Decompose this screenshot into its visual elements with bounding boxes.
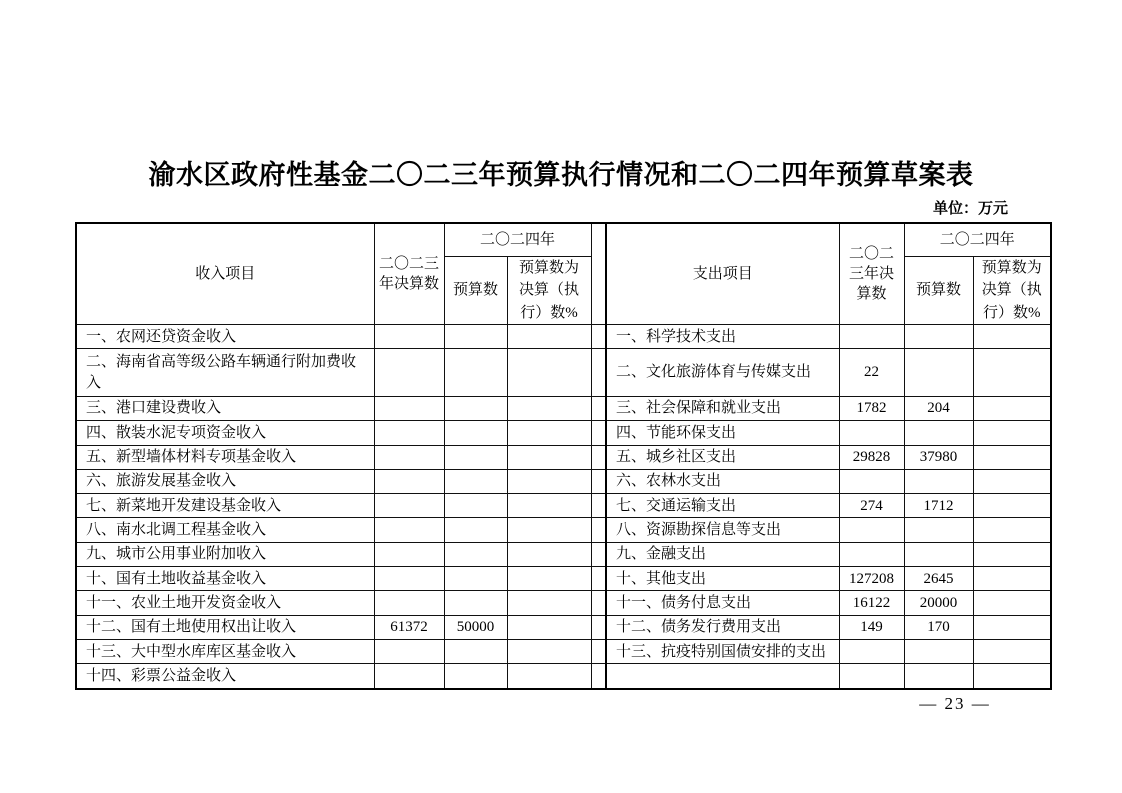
expenditure-final2023-cell [839, 664, 904, 689]
table-row [76, 615, 1051, 639]
income-ratio-cell [507, 615, 591, 639]
income-budget2024-cell [444, 445, 507, 469]
expenditure-ratio-cell [973, 615, 1051, 639]
table-row [76, 325, 1051, 349]
spacer-cell [591, 567, 606, 591]
expenditure-item-cell: 二、文化旅游体育与传媒支出 [606, 349, 839, 397]
expenditure-budget2024-cell: 170 [904, 615, 973, 639]
income-ratio-cell [507, 567, 591, 591]
expenditure-item-cell: 一、科学技术支出 [606, 325, 839, 349]
income-ratio-cell [507, 518, 591, 542]
expenditure-budget2024-cell [904, 640, 973, 664]
expenditure-item-cell: 七、交通运输支出 [606, 494, 839, 518]
expenditure-ratio-cell [973, 542, 1051, 566]
expenditure-final2023-cell: 149 [839, 615, 904, 639]
income-budget2024-cell [444, 518, 507, 542]
table-row [76, 445, 1051, 469]
expenditure-final2023-cell [839, 469, 904, 493]
table-row [76, 640, 1051, 664]
income-final2023-cell [374, 445, 444, 469]
table-body [76, 325, 1051, 690]
income-final2023-cell [374, 664, 444, 689]
expenditure-budget2024-cell [904, 664, 973, 689]
expenditure-final2023-cell [839, 640, 904, 664]
expenditure-ratio-cell [973, 325, 1051, 349]
income-final2023-cell [374, 396, 444, 420]
income-budget2024-cell [444, 640, 507, 664]
expenditure-item-cell: 六、农林水支出 [606, 469, 839, 493]
spacer-cell [591, 615, 606, 639]
table-row [76, 542, 1051, 566]
page-title: 渝水区政府性基金二〇二三年预算执行情况和二〇二四年预算草案表 [148, 160, 974, 190]
table-row [76, 396, 1051, 420]
spacer-cell [591, 640, 606, 664]
spacer-cell [591, 664, 606, 689]
income-budget2024-cell [444, 591, 507, 615]
expenditure-final2023-cell: 274 [839, 494, 904, 518]
income-final2023-cell [374, 494, 444, 518]
table-row [76, 518, 1051, 542]
spacer-cell [591, 396, 606, 420]
income-budget2024-cell [444, 542, 507, 566]
spacer-cell [591, 349, 606, 397]
expenditure-ratio-cell [973, 567, 1051, 591]
expenditure-item-cell: 九、金融支出 [606, 542, 839, 566]
income-budget2024-cell [444, 396, 507, 420]
spacer-cell [591, 542, 606, 566]
expenditure-budget-header: 预算数 [904, 256, 973, 325]
expenditure-ratio-cell [973, 664, 1051, 689]
expenditure-item-cell [606, 664, 839, 689]
page-number: — 23 — [919, 694, 991, 713]
expenditure-item-cell: 四、节能环保支出 [606, 421, 839, 445]
expenditure-final2023-cell [839, 325, 904, 349]
expenditure-final2023-cell: 16122 [839, 591, 904, 615]
income-item-cell: 十四、彩票公益金收入 [76, 664, 374, 689]
income-ratio-cell [507, 325, 591, 349]
expenditure-budget2024-cell [904, 542, 973, 566]
expenditure-ratio-header: 预算数为决算（执行）数% [973, 256, 1051, 325]
table-row [76, 567, 1051, 591]
expenditure-ratio-cell [973, 396, 1051, 420]
expenditure-item-cell: 十二、债务发行费用支出 [606, 615, 839, 639]
income-final2023-cell [374, 542, 444, 566]
table-row [76, 494, 1051, 518]
expenditure-item-cell: 十三、抗疫特别国债安排的支出 [606, 640, 839, 664]
income-ratio-cell [507, 542, 591, 566]
income-item-cell: 十一、农业土地开发资金收入 [76, 591, 374, 615]
income-item-cell: 四、散装水泥专项资金收入 [76, 421, 374, 445]
table-row [76, 664, 1051, 689]
expenditure-budget2024-cell [904, 469, 973, 493]
expenditure-budget2024-cell [904, 325, 973, 349]
income-item-cell: 七、新菜地开发建设基金收入 [76, 494, 374, 518]
expenditure-budget2024-cell: 1712 [904, 494, 973, 518]
income-item-cell: 五、新型墙体材料专项基金收入 [76, 445, 374, 469]
income-final2023-cell [374, 469, 444, 493]
expenditure-ratio-cell [973, 591, 1051, 615]
income-ratio-cell [507, 494, 591, 518]
expenditure-item-cell: 五、城乡社区支出 [606, 445, 839, 469]
income-ratio-cell [507, 640, 591, 664]
expenditure-ratio-cell [973, 640, 1051, 664]
income-item-header: 收入项目 [76, 223, 374, 325]
expenditure-ratio-cell [973, 469, 1051, 493]
income-item-cell: 六、旅游发展基金收入 [76, 469, 374, 493]
expenditure-ratio-cell [973, 494, 1051, 518]
income-final2023-header: 二〇二三年决算数 [374, 223, 444, 325]
income-ratio-header: 预算数为决算（执行）数% [507, 256, 591, 325]
expenditure-ratio-cell [973, 421, 1051, 445]
income-item-cell: 八、南水北调工程基金收入 [76, 518, 374, 542]
expenditure-budget2024-cell: 2645 [904, 567, 973, 591]
spacer-cell [591, 494, 606, 518]
income-final2023-cell [374, 349, 444, 397]
income-item-cell: 二、海南省高等级公路车辆通行附加费收入 [76, 349, 374, 397]
income-item-cell: 十二、国有土地使用权出让收入 [76, 615, 374, 639]
income-final2023-cell [374, 591, 444, 615]
expenditure-item-cell: 十一、债务付息支出 [606, 591, 839, 615]
income-budget2024-cell: 50000 [444, 615, 507, 639]
income-final2023-cell [374, 325, 444, 349]
income-ratio-cell [507, 396, 591, 420]
income-budget2024-cell [444, 567, 507, 591]
spacer-column [591, 223, 606, 325]
income-item-cell: 九、城市公用事业附加收入 [76, 542, 374, 566]
income-final2023-cell [374, 421, 444, 445]
expenditure-final2023-header: 二〇二三年决算数 [839, 223, 904, 325]
expenditure-budget2024-cell [904, 518, 973, 542]
table-row [76, 421, 1051, 445]
income-budget2024-cell [444, 325, 507, 349]
expenditure-ratio-cell [973, 349, 1051, 397]
income-final2023-cell: 61372 [374, 615, 444, 639]
unit-label: 单位：万元 [932, 201, 1008, 217]
expenditure-budget2024-cell [904, 349, 973, 397]
income-budget2024-cell [444, 349, 507, 397]
expenditure-final2023-cell: 127208 [839, 567, 904, 591]
income-ratio-cell [507, 591, 591, 615]
expenditure-budget2024-cell: 204 [904, 396, 973, 420]
table-row [76, 469, 1051, 493]
income-ratio-cell [507, 349, 591, 397]
income-budget-header: 预算数 [444, 256, 507, 325]
expenditure-final2023-cell [839, 542, 904, 566]
expenditure-item-header: 支出项目 [606, 223, 839, 325]
income-ratio-cell [507, 421, 591, 445]
income-year2024-header: 二〇二四年 [444, 223, 591, 256]
income-ratio-cell [507, 469, 591, 493]
income-item-cell: 一、农网还贷资金收入 [76, 325, 374, 349]
spacer-cell [591, 469, 606, 493]
spacer-cell [591, 421, 606, 445]
expenditure-ratio-cell [973, 518, 1051, 542]
spacer-cell [591, 325, 606, 349]
expenditure-year2024-header: 二〇二四年 [904, 223, 1051, 256]
spacer-cell [591, 518, 606, 542]
expenditure-final2023-cell: 22 [839, 349, 904, 397]
spacer-cell [591, 445, 606, 469]
table-header [76, 223, 1051, 325]
table-row [76, 591, 1051, 615]
expenditure-item-cell: 十、其他支出 [606, 567, 839, 591]
spacer-cell [591, 591, 606, 615]
expenditure-final2023-cell [839, 518, 904, 542]
expenditure-item-cell: 三、社会保障和就业支出 [606, 396, 839, 420]
expenditure-final2023-cell [839, 421, 904, 445]
income-budget2024-cell [444, 494, 507, 518]
expenditure-final2023-cell: 1782 [839, 396, 904, 420]
income-item-cell: 十三、大中型水库库区基金收入 [76, 640, 374, 664]
expenditure-ratio-cell [973, 445, 1051, 469]
income-final2023-cell [374, 518, 444, 542]
income-item-cell: 十、国有土地收益基金收入 [76, 567, 374, 591]
expenditure-budget2024-cell: 37980 [904, 445, 973, 469]
table-row [76, 349, 1051, 397]
income-budget2024-cell [444, 469, 507, 493]
income-ratio-cell [507, 445, 591, 469]
expenditure-budget2024-cell [904, 421, 973, 445]
expenditure-budget2024-cell: 20000 [904, 591, 973, 615]
income-budget2024-cell [444, 421, 507, 445]
expenditure-final2023-cell: 29828 [839, 445, 904, 469]
income-item-cell: 三、港口建设费收入 [76, 396, 374, 420]
income-final2023-cell [374, 567, 444, 591]
budget-table [75, 222, 1052, 690]
expenditure-item-cell: 八、资源勘探信息等支出 [606, 518, 839, 542]
income-ratio-cell [507, 664, 591, 689]
income-budget2024-cell [444, 664, 507, 689]
income-final2023-cell [374, 640, 444, 664]
